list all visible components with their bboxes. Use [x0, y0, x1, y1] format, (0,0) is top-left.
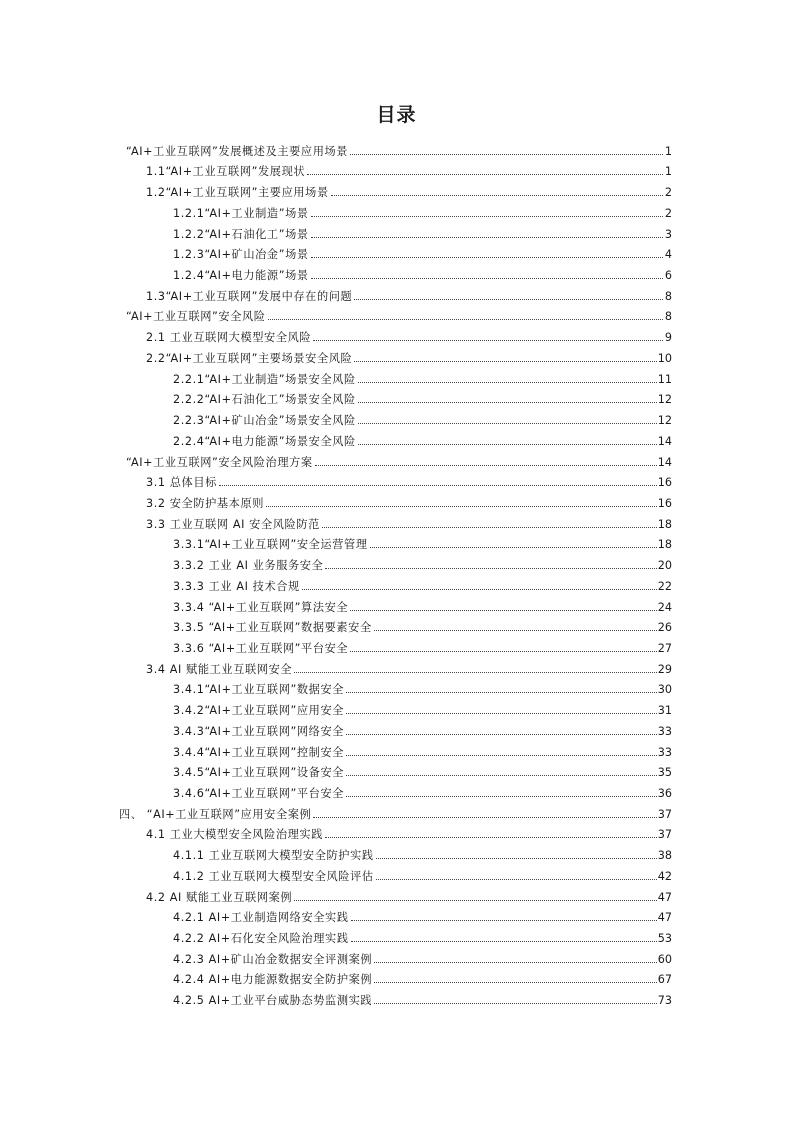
- toc-entry[interactable]: [0, 615, 793, 636]
- toc-dot-leader: [351, 919, 657, 921]
- toc-entry[interactable]: [0, 159, 793, 180]
- toc-entry-text: “AI+工业互联网”安全风险: [126, 310, 266, 324]
- toc-entry[interactable]: [0, 283, 793, 304]
- toc-entry-page-number: 1: [664, 144, 672, 158]
- toc-entry-text: 1.2.2“AI+石油化工”场景: [173, 227, 309, 241]
- toc-entry-text: 2.1 工业互联网大模型安全风险: [146, 331, 312, 345]
- toc-entry-text: 2.2“AI+工业互联网”主要场景安全风险: [146, 351, 353, 365]
- toc-entry-text: “AI+工业互联网”安全风险治理方案: [126, 455, 313, 469]
- toc-entry[interactable]: [0, 697, 793, 718]
- toc-entry-text: 3.3.4 “AI+工业互联网”算法安全: [173, 600, 349, 614]
- toc-entry[interactable]: [0, 718, 793, 739]
- toc-dot-leader: [358, 401, 657, 403]
- toc-entry-page-number: 10: [657, 351, 672, 365]
- toc-entry[interactable]: [0, 407, 793, 428]
- toc-dot-leader: [346, 795, 657, 797]
- toc-dot-leader: [311, 215, 663, 217]
- toc-dot-leader: [374, 981, 657, 983]
- toc-entry[interactable]: [0, 677, 793, 698]
- toc-entry[interactable]: [0, 345, 793, 366]
- toc-entry-text: 4.2.5 AI+工业平台威胁态势监测实践: [173, 994, 373, 1008]
- toc-entry[interactable]: [0, 428, 793, 449]
- toc-dot-leader: [376, 878, 657, 880]
- toc-entry-text: 四、 “AI+工业互联网”应用安全案例: [119, 807, 312, 821]
- toc-dot-leader: [307, 173, 663, 175]
- toc-entry[interactable]: [0, 221, 793, 242]
- toc-entry-page-number: 9: [664, 331, 672, 345]
- toc-dot-leader: [325, 567, 656, 569]
- toc-entry-text: 4.2.1 AI+工业制造网络安全实践: [173, 911, 349, 925]
- toc-dot-leader: [346, 733, 657, 735]
- toc-dot-leader: [370, 546, 657, 548]
- toc-entry-text: 3.3.2 工业 AI 业务服务安全: [173, 559, 324, 573]
- toc-dot-leader: [350, 650, 657, 652]
- toc-entry-page-number: 47: [657, 890, 672, 904]
- toc-entry[interactable]: [0, 780, 793, 801]
- toc-entry-page-number: 16: [657, 496, 672, 510]
- toc-entry[interactable]: [0, 552, 793, 573]
- toc-dot-leader: [358, 381, 657, 383]
- toc-entry-page-number: 36: [657, 787, 672, 800]
- toc-entry-text: 3.4.5“AI+工业互联网”设备安全: [173, 766, 345, 780]
- toc-entry[interactable]: [0, 262, 793, 283]
- toc-entry-text: 3.3 工业互联网 AI 安全风险防范: [146, 517, 320, 531]
- toc-entry-text: 3.3.3 工业 AI 技术合规: [173, 579, 300, 593]
- toc-entry-page-number: 8: [664, 289, 672, 303]
- toc-entry-text: 3.3.6 “AI+工业互联网”平台安全: [173, 641, 349, 655]
- toc-entry-text: 4.1.1 工业互联网大模型安全防护实践: [173, 849, 374, 863]
- toc-entry[interactable]: [0, 470, 793, 491]
- toc-entry-text: 4.2.2 AI+石化安全风险治理实践: [173, 932, 349, 946]
- toc-entry-text: 4.2 AI 赋能工业互联网案例: [146, 890, 293, 904]
- toc-entry[interactable]: [0, 946, 793, 967]
- toc-entry[interactable]: [0, 925, 793, 946]
- toc-entry-page-number: 29: [657, 662, 672, 676]
- toc-entry-text: 2.2.1“AI+工业制造”场景安全风险: [173, 372, 356, 386]
- toc-entry[interactable]: [0, 801, 793, 822]
- toc-dot-leader: [374, 629, 657, 631]
- toc-entry-page-number: 18: [657, 538, 672, 552]
- toc-entry-text: 2.2.4“AI+电力能源”场景安全风险: [173, 434, 356, 448]
- toc-entry[interactable]: [0, 179, 793, 200]
- toc-entry-text: 3.4.6“AI+工业互联网”平台安全: [173, 787, 345, 800]
- toc-entry-text: 3.4.4“AI+工业互联网”控制安全: [173, 745, 345, 759]
- toc-entry-page-number: 14: [657, 434, 672, 448]
- toc-entry-text: 3.3.5 “AI+工业互联网”数据要素安全: [173, 621, 372, 635]
- toc-dot-leader: [346, 774, 657, 776]
- toc-entry-page-number: 31: [657, 704, 672, 718]
- toc-entry-page-number: 33: [657, 724, 672, 738]
- toc-dot-leader: [374, 961, 657, 963]
- toc-title: 目录: [376, 104, 417, 126]
- toc-entry[interactable]: [0, 200, 793, 221]
- toc-dot-leader: [294, 671, 657, 673]
- toc-dot-leader: [350, 609, 657, 611]
- toc-entry-page-number: 24: [657, 600, 672, 614]
- toc-entry-page-number: 11: [657, 372, 672, 386]
- toc-entry-page-number: 67: [657, 973, 672, 987]
- toc-dot-leader: [266, 505, 657, 507]
- toc-entry[interactable]: [0, 739, 793, 760]
- toc-entry-page-number: 47: [657, 911, 672, 925]
- toc-entry-text: 1.1“AI+工业互联网”发展现状: [146, 165, 306, 179]
- toc-entry-page-number: 37: [657, 828, 672, 842]
- toc-dot-leader: [346, 754, 657, 756]
- toc-entry-page-number: 35: [657, 766, 672, 780]
- toc-dot-leader: [311, 256, 663, 258]
- toc-entry-page-number: 30: [657, 683, 672, 697]
- toc-entry-text: 3.2 安全防护基本原则: [146, 496, 265, 510]
- toc-entry-text: 1.2.4“AI+电力能源”场景: [173, 269, 309, 283]
- toc-dot-leader: [354, 360, 656, 362]
- toc-entry-page-number: 18: [657, 517, 672, 531]
- toc-entry[interactable]: [0, 863, 793, 884]
- toc-entry-page-number: 20: [657, 559, 672, 573]
- toc-entry[interactable]: [0, 842, 793, 863]
- toc-entry-page-number: 22: [657, 579, 672, 593]
- toc-dot-leader: [313, 816, 656, 818]
- toc-entry[interactable]: [0, 304, 793, 325]
- toc-dot-leader: [311, 277, 663, 279]
- toc-entry[interactable]: [0, 656, 793, 677]
- toc-entry-text: 2.2.3“AI+矿山冶金”场景安全风险: [173, 414, 356, 428]
- toc-entry[interactable]: [0, 822, 793, 843]
- toc-dot-leader: [219, 484, 657, 486]
- toc-entry-text: 1.2.3“AI+矿山冶金”场景: [173, 248, 309, 262]
- toc-dot-leader: [358, 443, 657, 445]
- toc-entry-page-number: 16: [657, 476, 672, 490]
- toc-dot-leader: [331, 194, 663, 196]
- toc-dot-leader: [354, 298, 663, 300]
- toc-entry-text: 3.1 总体目标: [146, 476, 217, 490]
- toc-entry[interactable]: [0, 594, 793, 615]
- toc-entry-text: 3.4.1“AI+工业互联网”数据安全: [173, 683, 345, 697]
- toc-entry[interactable]: [0, 449, 793, 470]
- toc-dot-leader: [322, 526, 657, 528]
- toc-entry-text: 3.4.2“AI+工业互联网”应用安全: [173, 704, 345, 718]
- toc-entry-page-number: 2: [664, 186, 672, 200]
- toc-entry-page-number: 4: [664, 248, 672, 262]
- toc-dot-leader: [294, 899, 657, 901]
- toc-entry-text: 4.1.2 工业互联网大模型安全风险评估: [173, 869, 374, 883]
- toc-dot-leader: [346, 691, 657, 693]
- toc-entry-text: 3.4 AI 赋能工业互联网安全: [146, 662, 293, 676]
- toc-entry-text: 2.2.2“AI+石油化工”场景安全风险: [173, 393, 356, 407]
- table-of-contents: [0, 138, 793, 1008]
- toc-entry-page-number: 37: [657, 807, 672, 821]
- toc-entry-page-number: 42: [657, 869, 672, 883]
- toc-entry[interactable]: [0, 242, 793, 263]
- toc-dot-leader: [313, 339, 663, 341]
- toc-entry-page-number: 14: [657, 455, 672, 469]
- toc-entry-page-number: 6: [664, 269, 672, 283]
- toc-entry[interactable]: [0, 490, 793, 511]
- toc-dot-leader: [376, 857, 657, 859]
- toc-entry-page-number: 73: [657, 994, 672, 1008]
- toc-entry-text: 4.2.4 AI+电力能源数据安全防护案例: [173, 973, 373, 987]
- toc-entry[interactable]: [0, 387, 793, 408]
- toc-entry-text: 3.3.1“AI+工业互联网”安全运营管理: [173, 538, 368, 552]
- toc-entry[interactable]: [0, 511, 793, 532]
- toc-entry-text: “AI+工业互联网”发展概述及主要应用场景: [126, 144, 349, 158]
- toc-entry-page-number: 12: [657, 393, 672, 407]
- toc-entry-page-number: 53: [657, 932, 672, 946]
- toc-entry-text: 3.4.3“AI+工业互联网”网络安全: [173, 724, 345, 738]
- toc-entry-page-number: 60: [657, 952, 672, 966]
- toc-entry-text: 1.2“AI+工业互联网”主要应用场景: [146, 186, 329, 200]
- toc-entry[interactable]: [0, 573, 793, 594]
- toc-entry-page-number: 8: [664, 310, 672, 324]
- toc-entry[interactable]: [0, 366, 793, 387]
- toc-entry[interactable]: [0, 987, 793, 1008]
- toc-entry[interactable]: [0, 635, 793, 656]
- toc-entry[interactable]: [0, 138, 793, 159]
- toc-entry-page-number: 2: [664, 206, 672, 220]
- toc-entry-text: 1.2.1“AI+工业制造”场景: [173, 206, 309, 220]
- toc-entry-page-number: 12: [657, 414, 672, 428]
- toc-dot-leader: [346, 712, 657, 714]
- toc-entry-page-number: 1: [664, 165, 672, 179]
- toc-entry[interactable]: [0, 905, 793, 926]
- toc-entry[interactable]: [0, 760, 793, 781]
- toc-entry-page-number: 33: [657, 745, 672, 759]
- toc-entry[interactable]: [0, 324, 793, 345]
- toc-dot-leader: [315, 464, 657, 466]
- toc-entry[interactable]: [0, 884, 793, 905]
- toc-entry-text: 4.1 工业大模型安全风险治理实践: [146, 828, 323, 842]
- toc-dot-leader: [325, 836, 657, 838]
- toc-dot-leader: [374, 1002, 657, 1004]
- toc-entry[interactable]: [0, 967, 793, 988]
- toc-entry-text: 1.3“AI+工业互联网”发展中存在的问题: [146, 289, 353, 303]
- toc-entry-page-number: 3: [664, 227, 672, 241]
- toc-dot-leader: [268, 318, 663, 320]
- toc-entry-page-number: 26: [657, 621, 672, 635]
- toc-dot-leader: [302, 588, 657, 590]
- toc-entry-page-number: 27: [657, 641, 672, 655]
- toc-dot-leader: [311, 236, 663, 238]
- toc-entry-text: 4.2.3 AI+矿山冶金数据安全评测案例: [173, 952, 373, 966]
- toc-dot-leader: [351, 940, 657, 942]
- toc-entry-page-number: 38: [657, 849, 672, 863]
- toc-dot-leader: [350, 153, 663, 155]
- toc-dot-leader: [358, 422, 657, 424]
- toc-entry[interactable]: [0, 532, 793, 553]
